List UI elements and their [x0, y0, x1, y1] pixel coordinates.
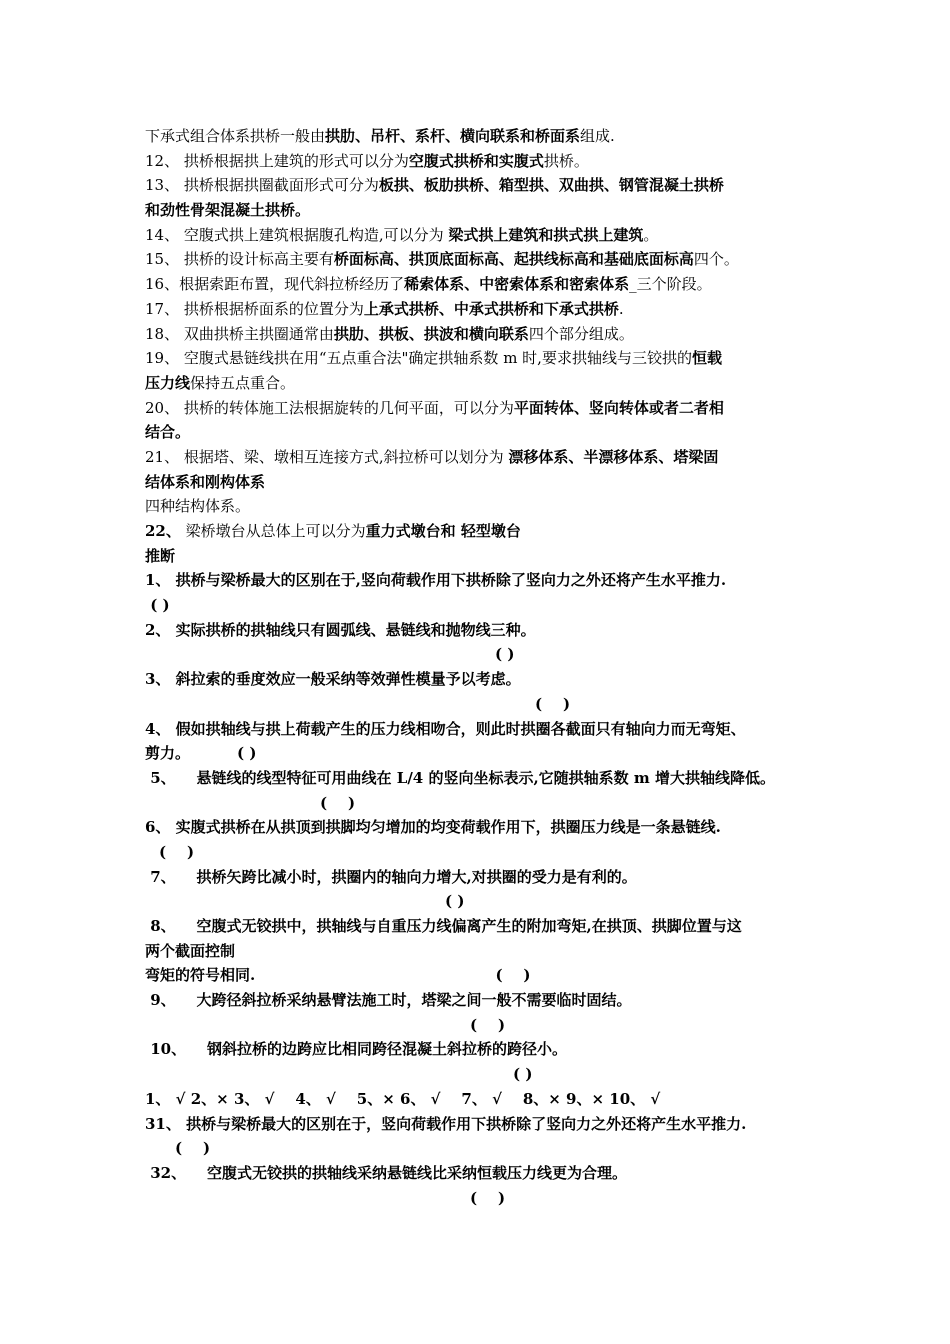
true-false-line: [145, 1112, 825, 1137]
fill-blank-line: [145, 272, 825, 297]
answer-text: 漂移体系、半漂移体系、塔梁固: [508, 447, 719, 466]
answer-text: 拱肋、吊杆、系杆、横向联系和桥面系: [325, 127, 581, 145]
fill-blank-line: [145, 297, 825, 322]
question-text: 7、 拱桥矢跨比减小时，拱圈内的轴向力增大,对拱圈的受力是有利的。: [145, 867, 637, 886]
line-text: 四种结构体系。: [145, 497, 251, 516]
line-text: 拱桥。: [543, 151, 589, 170]
fill-blank-line: [145, 124, 825, 149]
line-text: 梁桥墩台从总体上可以分为: [180, 522, 366, 540]
fill-blank-line: [145, 396, 825, 421]
answer-text: 22、: [145, 522, 181, 540]
question-text: 10、 钢斜拉桥的边跨应比相同跨径混凝土斜拉桥的跨径小。: [145, 1040, 567, 1059]
true-false-line: [145, 889, 825, 914]
answer-key-line: [145, 1087, 825, 1112]
line-text: 12、 拱桥根据拱上建筑的形式可以分为: [145, 151, 409, 170]
answer-text: 推断: [145, 546, 176, 565]
true-false-line: [145, 717, 825, 742]
question-text: 剪力。 ( ): [145, 744, 257, 763]
true-false-line: [145, 988, 825, 1013]
line-text: 20、 拱桥的转体施工法根据旋转的几何平面，可以分为: [145, 398, 514, 417]
question-text: 4、 假如拱轴线与拱上荷载产生的压力线相吻合，则此时拱圈各截面只有轴向力而无弯矩、: [145, 719, 746, 738]
question-text: 9、 大跨径斜拉桥采纳悬臂法施工时，塔梁之间一般不需要临时固结。: [145, 991, 632, 1010]
question-text: ( ): [445, 892, 465, 911]
line-text: 18、 双曲拱桥主拱圈通常由: [145, 324, 334, 343]
true-false-line: [145, 939, 825, 964]
line-text: 四个。: [693, 250, 739, 269]
question-text: 2、 实际拱桥的拱轴线只有圆弧线、悬链线和抛物线三种。: [145, 620, 536, 639]
answer-text: 稀索体系、中密索体系和密索体系: [404, 275, 630, 294]
document-body: [145, 124, 825, 1210]
true-false-line: [145, 741, 825, 766]
fill-blank-line: [145, 173, 825, 198]
question-text: 3、 斜拉索的垂度效应一般采纳等效弹性模量予以考虑。: [145, 670, 521, 689]
line-text: 17、 拱桥根据桥面系的位置分为: [145, 299, 364, 318]
true-false-line: [145, 692, 825, 717]
fill-blank-line: [145, 445, 825, 470]
line-text: .: [618, 299, 624, 318]
question-text: 31、 拱桥与梁桥最大的区别在于，竖向荷载作用下拱桥除了竖向力之外还将产生水平推力.: [145, 1114, 747, 1133]
true-false-line: [145, 1037, 825, 1062]
question-text: ( ): [535, 694, 571, 713]
line-text: 。: [643, 225, 659, 244]
true-false-line: [145, 618, 825, 643]
true-false-line: [145, 642, 825, 667]
line-text: _三个阶段。: [629, 275, 712, 294]
answer-text: 和劲性骨架混凝土拱桥。: [145, 201, 311, 220]
true-false-line: [145, 815, 825, 840]
line-text: 四个部分组成。: [528, 324, 634, 343]
question-text: ( ): [495, 645, 515, 664]
answer-text: 结合。: [145, 423, 191, 442]
true-false-line: [145, 1062, 825, 1087]
line-text: 16、根据索距布置，现代斜拉桥经历了: [145, 275, 405, 294]
fill-blank-line: [145, 223, 825, 248]
question-text: ( ): [470, 1015, 506, 1034]
answer-text: 结体系和刚构体系: [145, 472, 266, 491]
question-text: ( ): [470, 1188, 506, 1207]
question-text: 32、 空腹式无铰拱的拱轴线采纳悬链线比采纳恒载压力线更为合理。: [145, 1163, 627, 1182]
answer-text: 重力式墩台和 轻型墩台: [365, 522, 521, 540]
line-text: 保持五点重合。: [190, 373, 296, 392]
answer-key: 1、 √ 2、× 3、 √ 4、 √ 5、× 6、 √ 7、 √ 8、× 9、× 10、 √: [145, 1089, 661, 1108]
fill-blank-line: [145, 420, 825, 445]
fill-blank-line: [145, 494, 825, 519]
fill-blank-line: [145, 198, 825, 223]
question-text: 两个截面控制: [145, 941, 236, 960]
question-text: 弯矩的符号相同. ( ): [145, 966, 531, 985]
true-false-line: [145, 1186, 825, 1211]
true-false-line: [145, 593, 825, 618]
fill-blank-line: [145, 247, 825, 272]
question-text: 8、 空腹式无铰拱中，拱轴线与自重压力线偏离产生的附加弯矩,在拱顶、拱脚位置与这: [145, 917, 742, 935]
line-text: 下承式组合体系拱桥一般由: [145, 127, 326, 145]
question-text: ( ): [145, 596, 170, 615]
fill-blank-line: [145, 322, 825, 347]
true-false-line: [145, 840, 825, 865]
line-text: 19、 空腹式悬链线拱在用“五点重合法"确定拱轴系数 m 时,要求拱轴线与三铰拱的: [145, 349, 692, 368]
true-false-line: [145, 1136, 825, 1161]
true-false-line: [145, 914, 825, 939]
question-text: ( ): [513, 1065, 533, 1084]
answer-text: 拱肋、拱板、拱波和横向联系: [333, 324, 529, 343]
answer-text: 恒载: [691, 349, 722, 368]
line-text: 14、 空腹式拱上建筑根据腹孔构造,可以分为: [145, 225, 449, 244]
true-false-line: [145, 568, 825, 593]
fill-blank-line: [145, 544, 825, 569]
line-text: 组成.: [580, 127, 615, 145]
true-false-line: [145, 865, 825, 890]
question-text: 6、 实腹式拱桥在从拱顶到拱脚均匀增加的均变荷载作用下，拱圈压力线是一条悬链线.: [145, 818, 721, 837]
true-false-line: [145, 1013, 825, 1038]
answer-text: 上承式拱桥、中承式拱桥和下承式拱桥: [363, 299, 619, 318]
answer-text: 桥面标高、拱顶底面标高、起拱线标高和基础底面标高: [333, 250, 694, 269]
true-false-line: [145, 791, 825, 816]
answer-text: 空腹式拱桥和实腹式: [408, 151, 544, 170]
true-false-line: [145, 963, 825, 988]
true-false-line: [145, 667, 825, 692]
answer-text: 压力线: [145, 373, 191, 392]
true-false-line: [145, 1161, 825, 1186]
question-text: 1、 拱桥与梁桥最大的区别在于,竖向荷载作用下拱桥除了竖向力之外还将产生水平推力.: [145, 571, 727, 590]
true-false-line: [145, 766, 825, 791]
question-text: ( ): [320, 793, 356, 812]
question-text: 5、 悬链线的线型特征可用曲线在 L/4 的竖向坐标表示,它随拱轴系数 m 增大拱轴线降低。: [145, 768, 775, 787]
answer-text: 梁式拱上建筑和拱式拱上建筑: [448, 225, 644, 244]
fill-blank-line: [145, 346, 825, 371]
fill-blank-line: [145, 371, 825, 396]
line-text: 15、 拱桥的设计标高主要有: [145, 250, 334, 269]
fill-blank-line: [145, 470, 825, 495]
question-text: ( ): [175, 1139, 211, 1158]
answer-text: 平面转体、竖向转体或者二者相: [513, 398, 724, 417]
question-text: ( ): [159, 842, 195, 861]
line-text: 21、 根据塔、梁、墩相互连接方式,斜拉桥可以划分为: [145, 447, 509, 466]
fill-blank-line: [145, 519, 825, 544]
answer-text: 板拱、板肋拱桥、箱型拱、双曲拱、钢管混凝土拱桥: [378, 176, 724, 195]
fill-blank-line: [145, 149, 825, 174]
line-text: 13、 拱桥根据拱圈截面形式可分为: [145, 176, 379, 195]
